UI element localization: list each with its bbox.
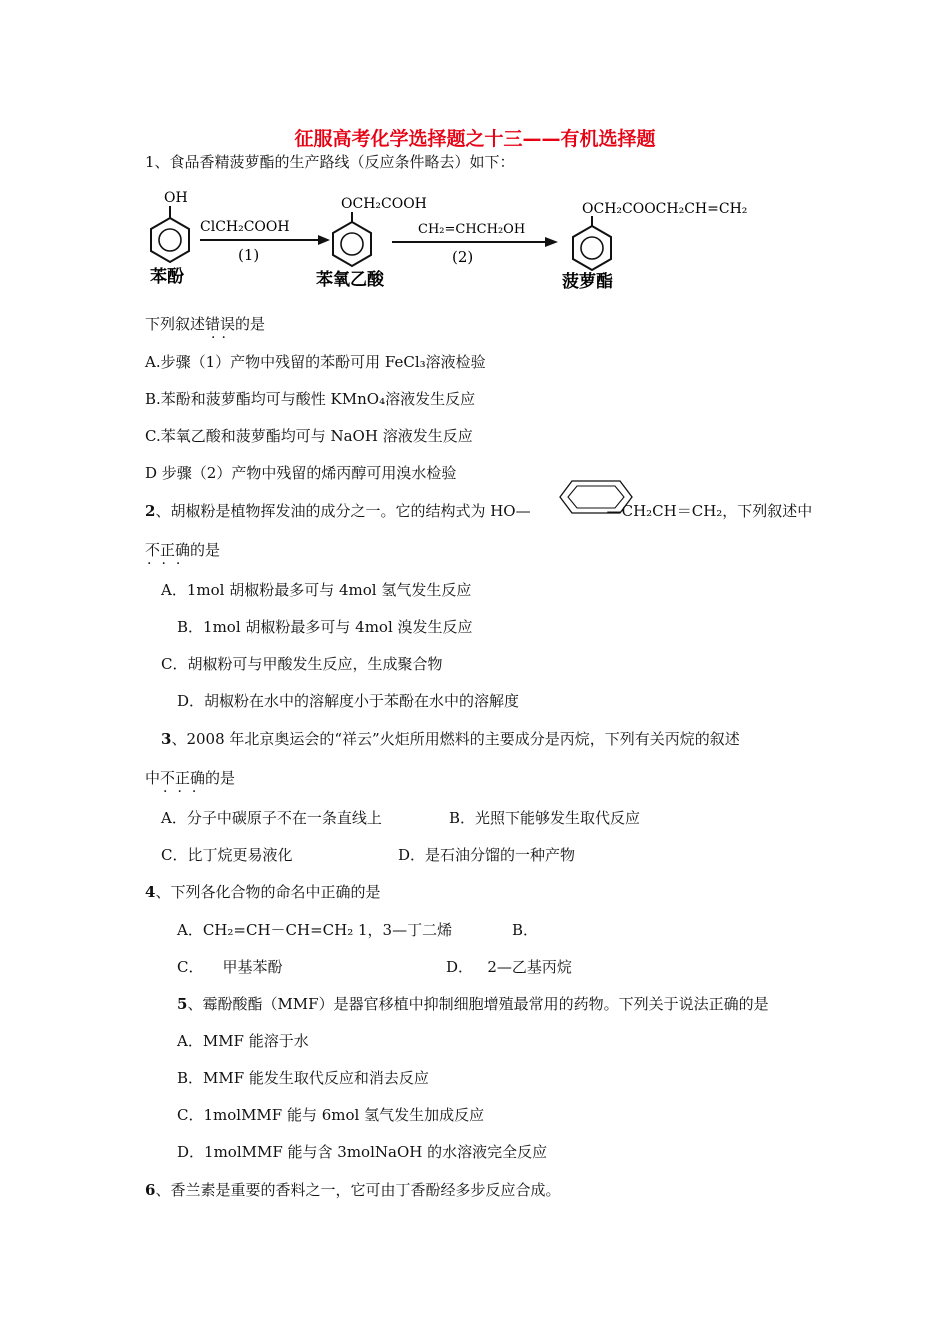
page-title: 征服高考化学选择题之十三——有机选择题	[294, 128, 656, 150]
phenol-name: 苯酚	[150, 267, 184, 287]
q2-option-d: D．胡椒粉在水中的溶解度小于苯酚在水中的溶解度	[177, 692, 520, 710]
product-name: 菠萝酯	[562, 272, 613, 292]
q2-option-c: C．胡椒粉可与甲酸发生反应，生成聚合物	[161, 655, 443, 673]
q4-option-b: B．	[512, 921, 539, 939]
q5-option-a: A．MMF 能溶于水	[177, 1032, 309, 1050]
benzene-ring-icon	[333, 222, 371, 266]
q5-option-b: B．MMF 能发生取代反应和消去反应	[177, 1069, 429, 1087]
q5-option-c: C．1molMMF 能与 6mol 氢气发生加成反应	[177, 1106, 485, 1124]
q4-option-d: D． 2—乙基丙烷	[446, 958, 572, 976]
q2-option-b: B．1mol 胡椒粉最多可与 4mol 溴发生反应	[177, 618, 473, 636]
emphasis-dots: ···	[147, 556, 191, 572]
q3-option-b: B．光照下能够发生取代反应	[449, 809, 641, 827]
q5-option-d: D．1molMMF 能与含 3molNaOH 的水溶液完全反应	[177, 1143, 548, 1161]
benzene-ring-icon	[573, 226, 611, 270]
q1-stem: 1、食品香精菠萝酯的生产路线（反应条件略去）如下：	[145, 153, 515, 171]
q1-option-d: D 步骤（2）产物中残留的烯丙醇可用溴水检验	[145, 464, 457, 482]
q2-stem: 2、胡椒粉是植物挥发油的成分之一。它的结构式为 HO— —CH₂CH＝CH₂，下列叙述中	[145, 502, 813, 520]
step-2-label: (2)	[452, 248, 474, 266]
q4-stem: 4、下列各化合物的命名中正确的是	[145, 883, 381, 901]
reagent-1: ClCH₂COOH	[200, 219, 290, 235]
q1-option-b: B.苯酚和菠萝酯均可与酸性 KMnO₄溶液发生反应	[145, 390, 476, 408]
q5-stem: 5、霉酚酸酯（MMF）是器官移植中抑制细胞增殖最常用的药物。下列关于说法正确的是	[177, 995, 769, 1013]
q3-stem-cont: 中不正确的是	[145, 769, 236, 787]
emphasis-dots: ··	[211, 330, 232, 346]
q3-option-a: A．分子中碳原子不在一条直线上	[161, 809, 382, 827]
q1-reaction-scheme	[140, 186, 760, 296]
phenol-group-label: OH	[164, 190, 188, 206]
q4-option-a: A．CH₂=CH－CH=CH₂ 1，3—丁二烯	[177, 921, 453, 939]
pepper-benzene-ring-icon	[556, 478, 636, 516]
q1-option-a: A.步骤（1）产物中残留的苯酚可用 FeCl₃溶液检验	[145, 353, 486, 371]
mid-name: 苯氧乙酸	[316, 270, 384, 290]
reagent-2: CH₂=CHCH₂OH	[418, 222, 526, 237]
arrow-2-icon	[545, 237, 558, 247]
arrow-1-icon	[318, 235, 330, 245]
q3-option-c: C．比丁烷更易液化	[161, 846, 293, 864]
q1-prompt: 下列叙述错误的是	[145, 315, 266, 333]
benzene-ring-icon	[151, 218, 189, 262]
q3-option-d: D．是石油分馏的一种产物	[398, 846, 576, 864]
q4-option-c: C． 甲基苯酚	[177, 958, 283, 976]
product-group-label: OCH₂COOCH₂CH=CH₂	[582, 201, 748, 217]
q3-stem: 3、2008 年北京奥运会的“祥云”火炬所用燃料的主要成分是丙烷，下列有关丙烷的叙述	[161, 730, 740, 748]
q6-stem: 6、香兰素是重要的香料之一，它可由丁香酚经多步反应合成。	[145, 1181, 561, 1199]
q2-option-a: A．1mol 胡椒粉最多可与 4mol 氢气发生反应	[161, 581, 472, 599]
q2-stem-cont: 不正确的是	[145, 541, 221, 559]
mid-group-label: OCH₂COOH	[341, 196, 427, 212]
step-1-label: (1)	[238, 246, 260, 264]
emphasis-dots: ···	[163, 784, 207, 800]
q1-option-c: C.苯氧乙酸和菠萝酯均可与 NaOH 溶液发生反应	[145, 427, 473, 445]
